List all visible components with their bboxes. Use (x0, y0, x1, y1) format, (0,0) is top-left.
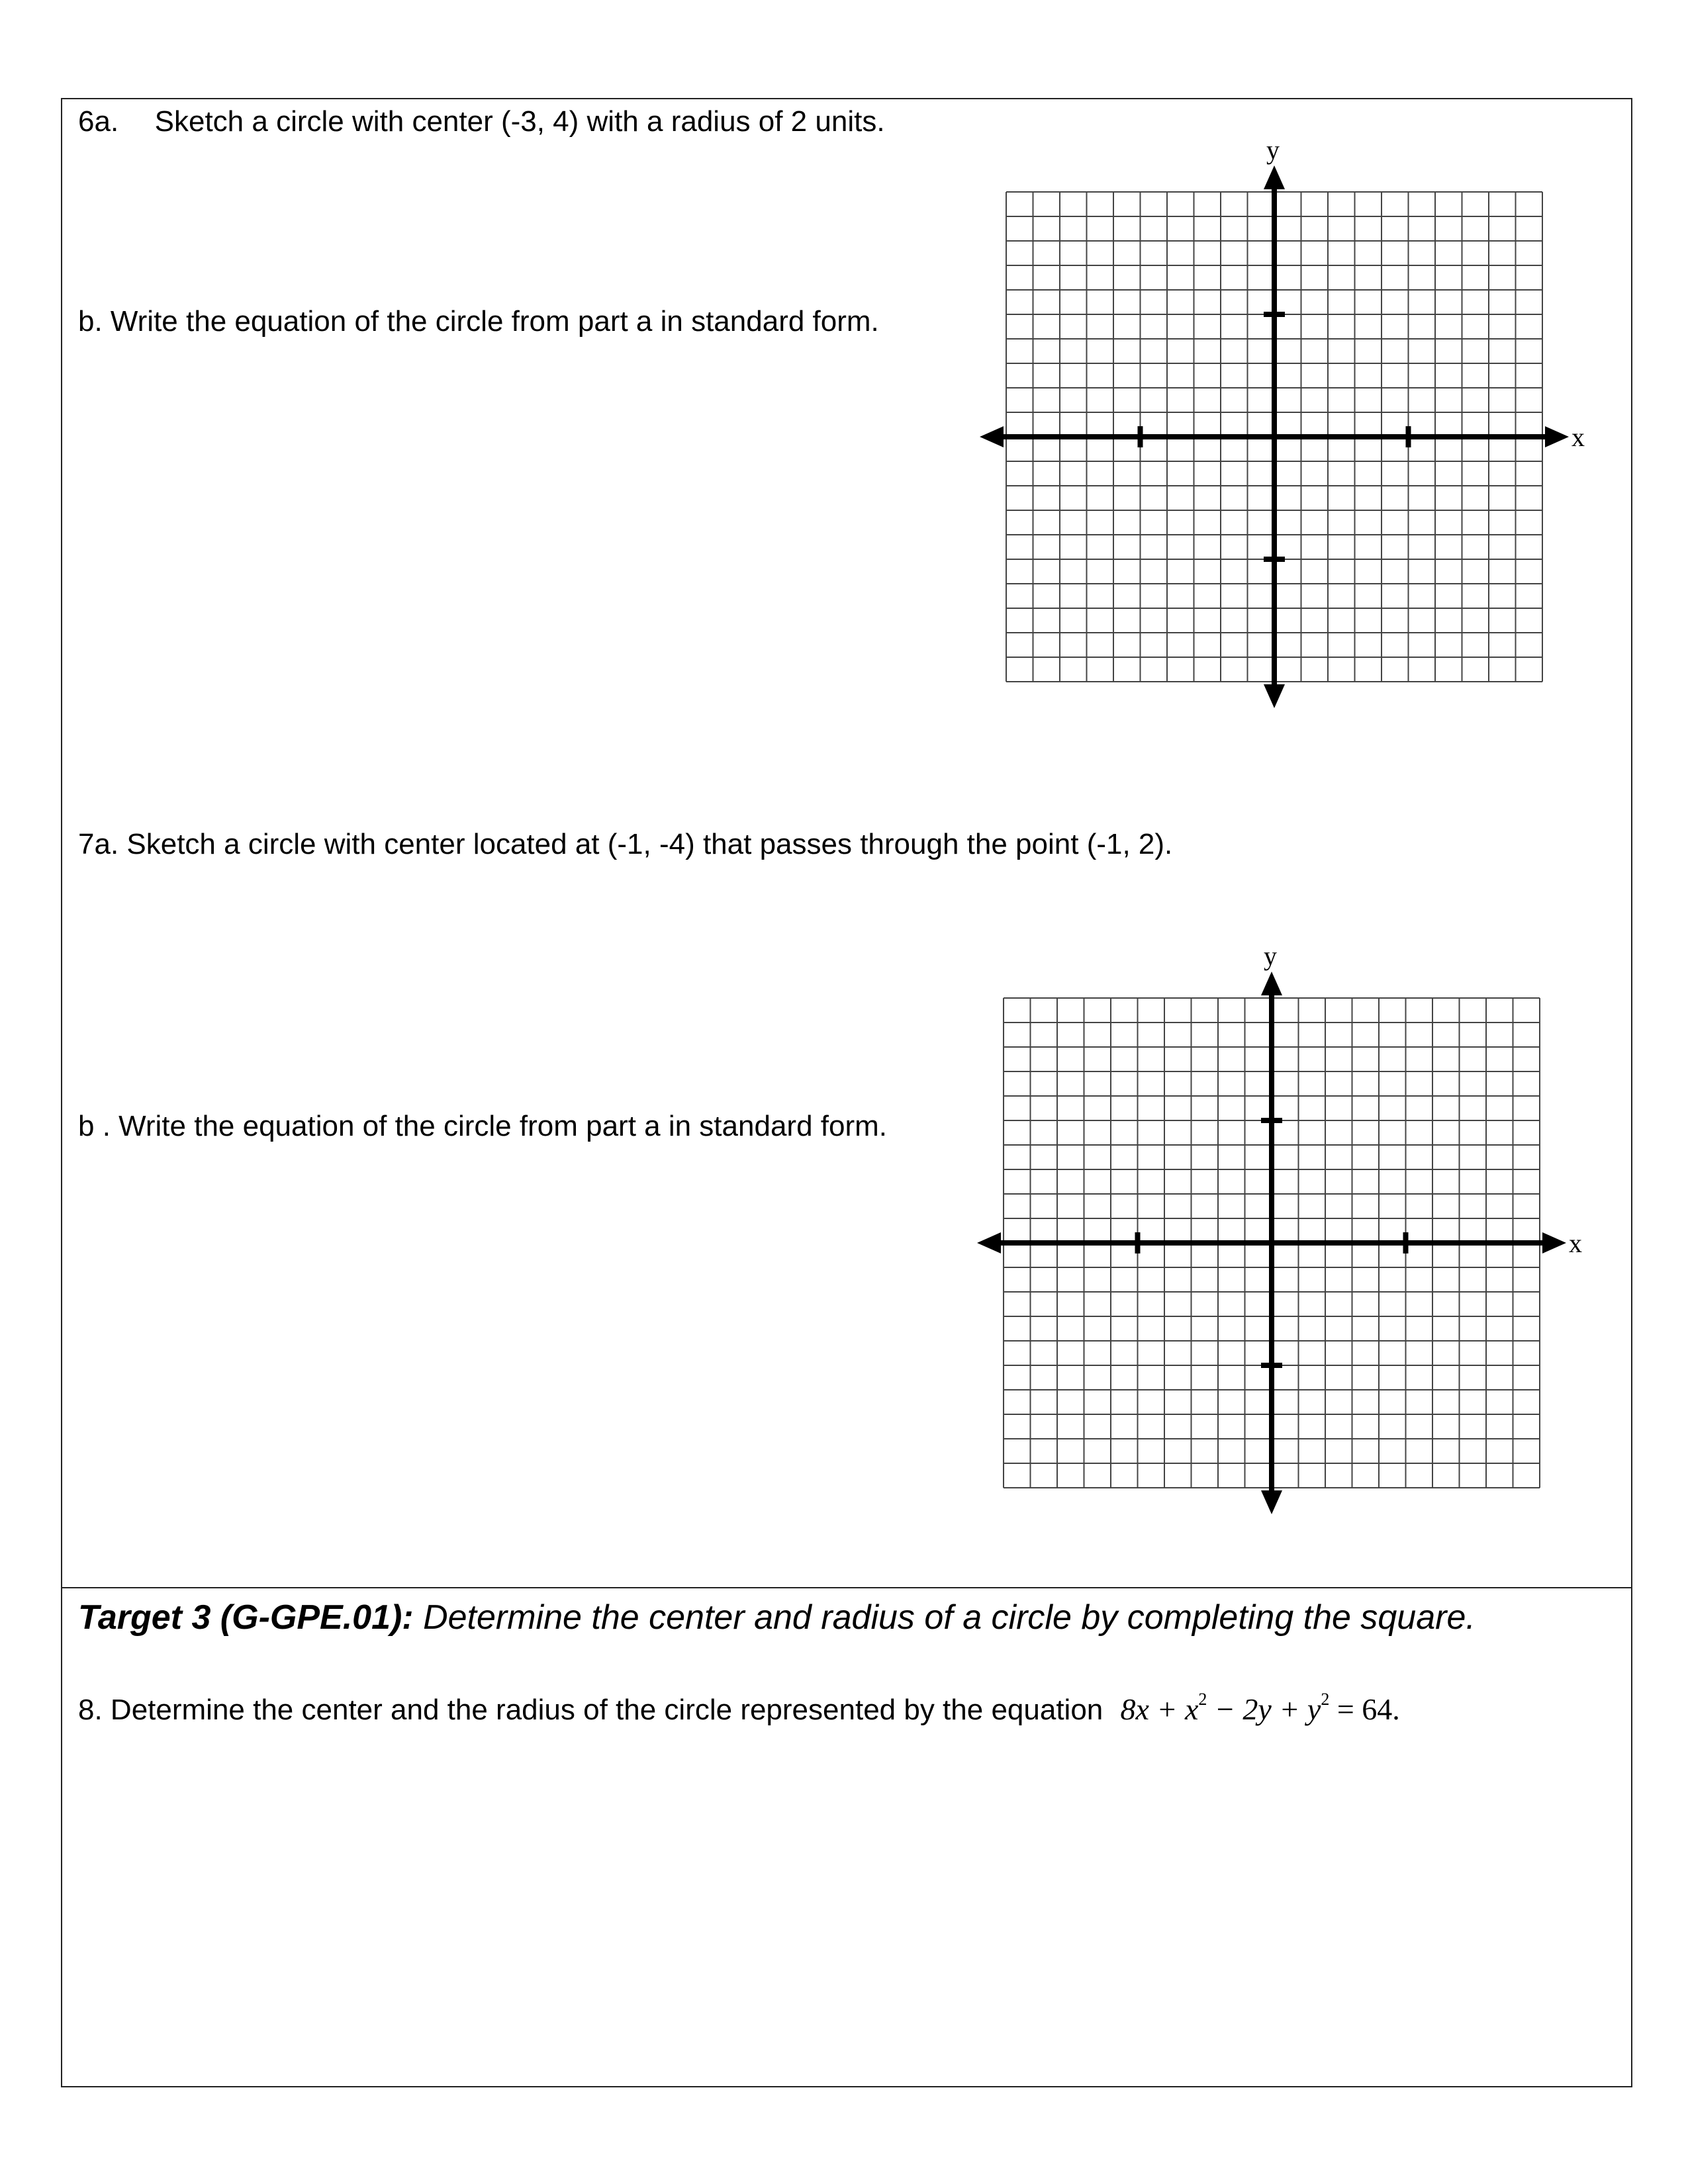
y-axis-top-arrow (1264, 165, 1285, 189)
y-axis-bottom-arrow (1261, 1490, 1282, 1514)
circle-equation: $8x + x^2 - 2y + y^2 = 64$. (1120, 1690, 1400, 1726)
target-text: Determine the center and radius of a circle by completing the square. (413, 1598, 1476, 1637)
coordinate-grid-7[interactable] (970, 938, 1582, 1547)
target-label: Target 3 (G-GPE.01): (78, 1598, 414, 1637)
question-6a (78, 105, 885, 139)
question-6a-number: 6a. (78, 105, 119, 138)
x-axis-label: x (1571, 422, 1585, 452)
question-7b: b . Write the equation of the circle from part a in standard form. (78, 1110, 887, 1142)
y-axis-top-arrow (1261, 972, 1282, 995)
question-8-text: 8. Determine the center and the radius of the circle represented by the equation (78, 1694, 1103, 1726)
target-heading (78, 1596, 1476, 1639)
x-axis-label: x (1569, 1228, 1582, 1258)
y-axis-bottom-arrow (1264, 684, 1285, 708)
section-divider (61, 1587, 1632, 1588)
question-6b: b. Write the equation of the circle from part a in standard form. (78, 305, 879, 338)
x-axis-left-arrow (977, 1232, 1001, 1253)
x-axis-left-arrow (980, 426, 1004, 447)
x-axis-right-arrow (1542, 1232, 1566, 1253)
y-axis-label: y (1264, 941, 1277, 971)
x-axis-right-arrow (1545, 426, 1569, 447)
question-8 (78, 1682, 1400, 1727)
coordinate-grid-6[interactable] (973, 132, 1585, 741)
axes (980, 165, 1569, 708)
question-7a: 7a. Sketch a circle with center located at (-1, -4) that passes through the point (-1, 2). (78, 828, 1173, 860)
question-6a-text: Sketch a circle with center (-3, 4) with a radius of 2 units. (154, 105, 885, 138)
axes (977, 972, 1566, 1514)
y-axis-label: y (1266, 135, 1280, 165)
